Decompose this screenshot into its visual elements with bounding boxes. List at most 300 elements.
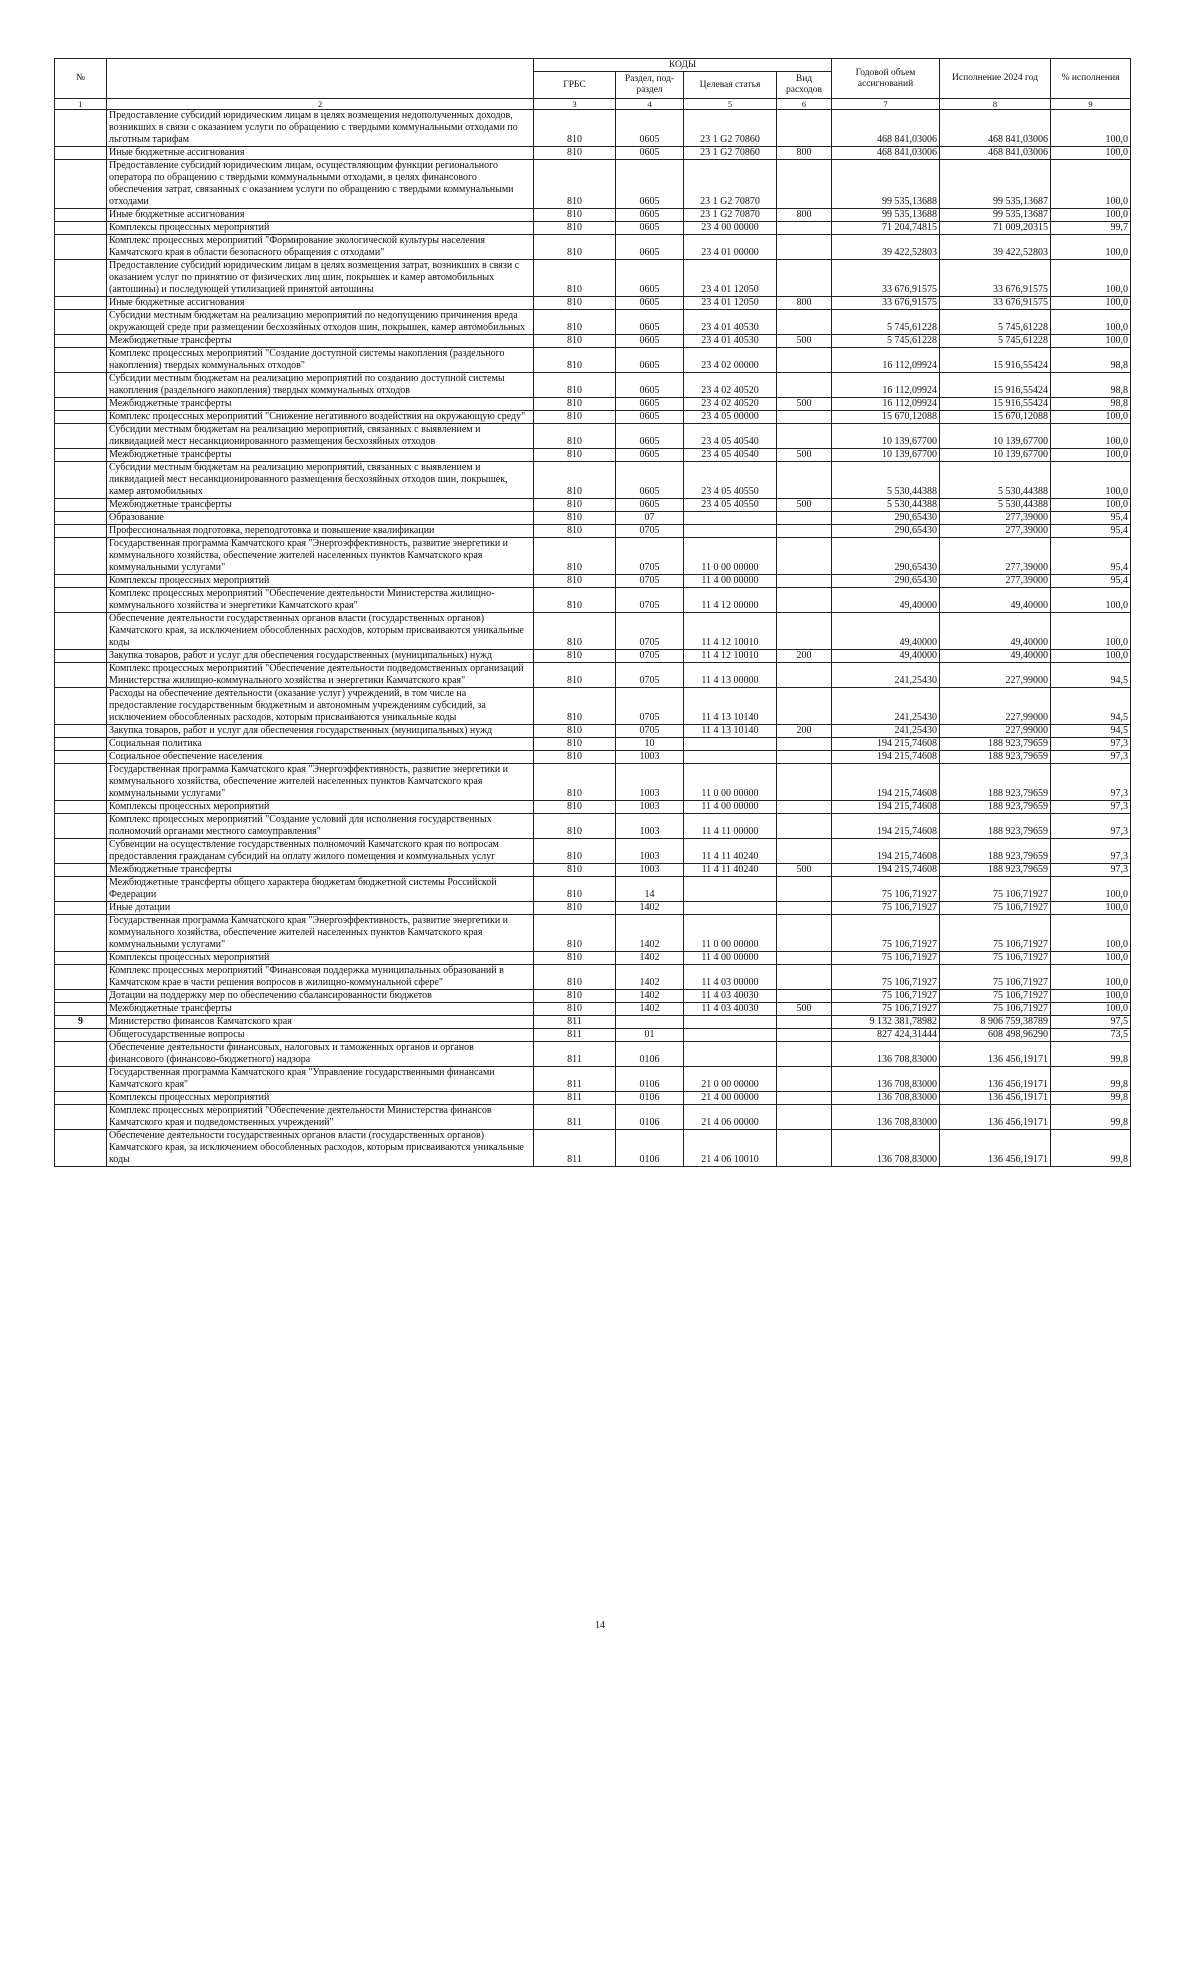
row-index xyxy=(55,424,107,449)
row-grbs: 811 xyxy=(534,1130,616,1167)
row-plan: 136 708,83000 xyxy=(832,1092,940,1105)
row-razdel: 0605 xyxy=(616,235,684,260)
row-exec: 75 106,71927 xyxy=(940,915,1051,952)
row-index xyxy=(55,663,107,688)
table-row xyxy=(55,335,1131,348)
row-razdel: 0106 xyxy=(616,1067,684,1092)
row-vid xyxy=(777,512,832,525)
table-row xyxy=(55,650,1131,663)
row-grbs: 810 xyxy=(534,512,616,525)
row-razdel: 1402 xyxy=(616,965,684,990)
row-vid: 500 xyxy=(777,499,832,512)
row-name: Закупка товаров, работ и услуг для обеспечения государственных (муниципальных) нужд xyxy=(107,650,534,663)
row-vid: 500 xyxy=(777,449,832,462)
table-row xyxy=(55,1130,1131,1167)
row-grbs: 810 xyxy=(534,110,616,147)
table-row xyxy=(55,525,1131,538)
header-plan: Годовой объем ассигнований xyxy=(832,59,940,99)
row-exec: 75 106,71927 xyxy=(940,990,1051,1003)
row-name: Субсидии местным бюджетам на реализацию мероприятий, связанных с выявлением и ликвидацией мест несанкционированного размещения бесхозяйных отходов xyxy=(107,424,534,449)
column-numbers-row xyxy=(55,99,1131,110)
row-grbs: 810 xyxy=(534,235,616,260)
table-row xyxy=(55,373,1131,398)
row-grbs: 810 xyxy=(534,902,616,915)
row-plan: 9 132 381,78982 xyxy=(832,1016,940,1029)
row-razdel: 0106 xyxy=(616,1130,684,1167)
row-exec: 468 841,03006 xyxy=(940,147,1051,160)
row-target: 11 0 00 00000 xyxy=(684,915,777,952)
row-pct: 100,0 xyxy=(1051,499,1131,512)
row-exec: 10 139,67700 xyxy=(940,424,1051,449)
row-pct: 100,0 xyxy=(1051,462,1131,499)
row-exec: 188 923,79659 xyxy=(940,764,1051,801)
table-row xyxy=(55,688,1131,725)
column-number-1: 1 xyxy=(55,99,107,110)
row-target: 11 4 03 00000 xyxy=(684,965,777,990)
row-exec: 99 535,13687 xyxy=(940,209,1051,222)
row-target: 11 0 00 00000 xyxy=(684,764,777,801)
row-vid xyxy=(777,613,832,650)
row-target: 23 4 01 00000 xyxy=(684,235,777,260)
row-pct: 97,3 xyxy=(1051,738,1131,751)
row-name: Межбюджетные трансферты xyxy=(107,1003,534,1016)
row-name: Предоставление субсидий юридическим лицам, осуществляющим функции регионального оператора по обращению с твердыми коммунальными отходами, в целях финансового обеспечения затрат, связанных с оказанием услуги по обращению с твердыми коммунальными отходами xyxy=(107,160,534,209)
table-header xyxy=(55,59,1131,110)
row-razdel: 1003 xyxy=(616,764,684,801)
row-index xyxy=(55,1105,107,1130)
table-row xyxy=(55,411,1131,424)
row-pct: 100,0 xyxy=(1051,965,1131,990)
row-index xyxy=(55,449,107,462)
row-grbs: 810 xyxy=(534,1003,616,1016)
table-body xyxy=(55,110,1131,1167)
row-index xyxy=(55,310,107,335)
row-name: Иные бюджетные ассигнования xyxy=(107,209,534,222)
row-exec: 136 456,19171 xyxy=(940,1067,1051,1092)
row-grbs: 810 xyxy=(534,990,616,1003)
row-vid xyxy=(777,222,832,235)
row-exec: 136 456,19171 xyxy=(940,1130,1051,1167)
row-plan: 39 422,52803 xyxy=(832,235,940,260)
row-exec: 5 530,44388 xyxy=(940,462,1051,499)
row-target xyxy=(684,751,777,764)
row-target: 11 4 00 00000 xyxy=(684,952,777,965)
row-target: 23 4 01 40530 xyxy=(684,310,777,335)
row-pct: 100,0 xyxy=(1051,147,1131,160)
row-grbs: 810 xyxy=(534,160,616,209)
row-razdel: 0605 xyxy=(616,499,684,512)
row-razdel: 0705 xyxy=(616,663,684,688)
row-razdel: 0106 xyxy=(616,1042,684,1067)
row-name: Социальное обеспечение населения xyxy=(107,751,534,764)
row-target: 23 1 G2 70860 xyxy=(684,110,777,147)
row-exec: 49,40000 xyxy=(940,650,1051,663)
row-razdel: 1402 xyxy=(616,915,684,952)
row-target: 11 4 12 10010 xyxy=(684,613,777,650)
table-row xyxy=(55,864,1131,877)
row-pct: 100,0 xyxy=(1051,449,1131,462)
table-row xyxy=(55,1042,1131,1067)
table-row xyxy=(55,751,1131,764)
row-exec: 227,99000 xyxy=(940,725,1051,738)
row-pct: 100,0 xyxy=(1051,650,1131,663)
row-pct: 99,8 xyxy=(1051,1067,1131,1092)
table-row xyxy=(55,915,1131,952)
row-grbs: 810 xyxy=(534,738,616,751)
row-name: Комплекс процессных мероприятий "Формирование экологической культуры населения Камчатского края в области безопасного обращения с отходами" xyxy=(107,235,534,260)
row-vid xyxy=(777,575,832,588)
row-index xyxy=(55,650,107,663)
row-index xyxy=(55,952,107,965)
table-row xyxy=(55,738,1131,751)
row-razdel: 0605 xyxy=(616,147,684,160)
row-grbs: 810 xyxy=(534,575,616,588)
row-vid xyxy=(777,588,832,613)
row-vid xyxy=(777,348,832,373)
row-name: Государственная программа Камчатского края "Управление государственными финансами Камчатского края" xyxy=(107,1067,534,1092)
row-grbs: 810 xyxy=(534,839,616,864)
table-row xyxy=(55,575,1131,588)
row-target xyxy=(684,512,777,525)
row-plan: 136 708,83000 xyxy=(832,1042,940,1067)
row-exec: 227,99000 xyxy=(940,663,1051,688)
row-exec: 75 106,71927 xyxy=(940,902,1051,915)
row-plan: 15 670,12088 xyxy=(832,411,940,424)
table-row xyxy=(55,725,1131,738)
row-name: Субсидии местным бюджетам на реализацию мероприятий по недопущению причинения вреда окружающей среде при размещении бесхозяйных отходов шин, покрышек, камер автомобильных xyxy=(107,310,534,335)
row-name: Межбюджетные трансферты xyxy=(107,864,534,877)
row-grbs: 810 xyxy=(534,335,616,348)
row-target: 11 4 00 00000 xyxy=(684,575,777,588)
row-plan: 5 530,44388 xyxy=(832,499,940,512)
row-grbs: 810 xyxy=(534,965,616,990)
row-grbs: 810 xyxy=(534,751,616,764)
row-index xyxy=(55,1092,107,1105)
row-index xyxy=(55,877,107,902)
row-vid: 200 xyxy=(777,725,832,738)
row-plan: 75 106,71927 xyxy=(832,965,940,990)
row-razdel: 0605 xyxy=(616,411,684,424)
table-row xyxy=(55,990,1131,1003)
row-razdel: 0605 xyxy=(616,373,684,398)
row-pct: 100,0 xyxy=(1051,235,1131,260)
row-grbs: 810 xyxy=(534,398,616,411)
row-vid: 800 xyxy=(777,147,832,160)
row-plan: 10 139,67700 xyxy=(832,449,940,462)
row-razdel: 07 xyxy=(616,512,684,525)
table-row xyxy=(55,1003,1131,1016)
row-grbs: 810 xyxy=(534,588,616,613)
row-name: Комплексы процессных мероприятий xyxy=(107,1092,534,1105)
row-exec: 188 923,79659 xyxy=(940,864,1051,877)
row-name: Иные бюджетные ассигнования xyxy=(107,147,534,160)
row-razdel: 0705 xyxy=(616,538,684,575)
row-grbs: 810 xyxy=(534,952,616,965)
row-razdel: 0605 xyxy=(616,222,684,235)
row-target: 11 4 03 40030 xyxy=(684,1003,777,1016)
row-grbs: 810 xyxy=(534,688,616,725)
row-exec: 188 923,79659 xyxy=(940,801,1051,814)
row-plan: 75 106,71927 xyxy=(832,915,940,952)
row-target xyxy=(684,877,777,902)
row-vid xyxy=(777,411,832,424)
row-target xyxy=(684,525,777,538)
row-index xyxy=(55,235,107,260)
row-index xyxy=(55,110,107,147)
column-number-4: 4 xyxy=(616,99,684,110)
row-razdel: 1003 xyxy=(616,839,684,864)
row-vid xyxy=(777,1029,832,1042)
row-pct: 100,0 xyxy=(1051,877,1131,902)
row-target: 23 4 01 12050 xyxy=(684,260,777,297)
row-vid: 800 xyxy=(777,209,832,222)
table-row xyxy=(55,588,1131,613)
row-vid xyxy=(777,424,832,449)
row-plan: 49,40000 xyxy=(832,588,940,613)
row-name: Межбюджетные трансферты xyxy=(107,449,534,462)
row-name: Комплекс процессных мероприятий "Обеспечение деятельности подведомственных организаций Министерства жилищно-коммунального хозяйства и энергетики Камчатского края" xyxy=(107,663,534,688)
column-number-2: 2 xyxy=(107,99,534,110)
row-razdel: 0705 xyxy=(616,613,684,650)
row-target: 23 4 01 12050 xyxy=(684,297,777,310)
row-target: 21 4 06 10010 xyxy=(684,1130,777,1167)
row-grbs: 810 xyxy=(534,725,616,738)
row-index xyxy=(55,814,107,839)
row-pct: 99,7 xyxy=(1051,222,1131,235)
row-razdel: 0705 xyxy=(616,688,684,725)
row-exec: 468 841,03006 xyxy=(940,110,1051,147)
row-grbs: 810 xyxy=(534,222,616,235)
row-razdel: 14 xyxy=(616,877,684,902)
row-vid xyxy=(777,160,832,209)
row-plan: 136 708,83000 xyxy=(832,1130,940,1167)
row-plan: 290,65430 xyxy=(832,538,940,575)
row-index xyxy=(55,902,107,915)
table-row xyxy=(55,462,1131,499)
row-razdel: 0705 xyxy=(616,575,684,588)
row-index xyxy=(55,801,107,814)
row-grbs: 811 xyxy=(534,1016,616,1029)
row-plan: 194 215,74608 xyxy=(832,764,940,801)
row-razdel: 0605 xyxy=(616,310,684,335)
table-row xyxy=(55,297,1131,310)
row-vid xyxy=(777,902,832,915)
row-plan: 827 424,31444 xyxy=(832,1029,940,1042)
row-exec: 5 745,61228 xyxy=(940,310,1051,335)
row-name: Предоставление субсидий юридическим лицам в целях возмещения затрат, возникших в связи с оказанием услуг по принятию от физических лиц шин, покрышек и камер автомобильных (автошины) и последующей утилизацией принятой автошины xyxy=(107,260,534,297)
row-target: 21 0 00 00000 xyxy=(684,1067,777,1092)
row-exec: 188 923,79659 xyxy=(940,738,1051,751)
row-target: 23 1 G2 70860 xyxy=(684,147,777,160)
row-razdel: 0605 xyxy=(616,462,684,499)
table-row xyxy=(55,449,1131,462)
row-target: 11 4 12 10010 xyxy=(684,650,777,663)
table-row xyxy=(55,952,1131,965)
table-row xyxy=(55,663,1131,688)
row-exec: 5 745,61228 xyxy=(940,335,1051,348)
row-target xyxy=(684,1029,777,1042)
table-row xyxy=(55,222,1131,235)
row-exec: 15 916,55424 xyxy=(940,373,1051,398)
row-target: 23 4 05 00000 xyxy=(684,411,777,424)
row-index: 9 xyxy=(55,1016,107,1029)
table-row xyxy=(55,499,1131,512)
row-name: Профессиональная подготовка, переподготовка и повышение квалификации xyxy=(107,525,534,538)
row-razdel: 0605 xyxy=(616,110,684,147)
row-plan: 468 841,03006 xyxy=(832,110,940,147)
row-grbs: 810 xyxy=(534,877,616,902)
row-grbs: 810 xyxy=(534,348,616,373)
row-pct: 97,3 xyxy=(1051,814,1131,839)
row-index xyxy=(55,1067,107,1092)
row-razdel: 0605 xyxy=(616,160,684,209)
column-number-8: 8 xyxy=(940,99,1051,110)
row-pct: 100,0 xyxy=(1051,424,1131,449)
column-number-3: 3 xyxy=(534,99,616,110)
table-row xyxy=(55,877,1131,902)
header-no: № xyxy=(55,59,107,99)
table-row xyxy=(55,209,1131,222)
row-razdel: 1003 xyxy=(616,864,684,877)
row-grbs: 810 xyxy=(534,373,616,398)
row-exec: 8 906 759,38789 xyxy=(940,1016,1051,1029)
row-name: Комплекс процессных мероприятий "Обеспечение деятельности Министерства жилищно-коммунального хозяйства и энергетики Камчатского края" xyxy=(107,588,534,613)
row-exec: 71 009,20315 xyxy=(940,222,1051,235)
header-codes: КОДЫ xyxy=(534,59,832,72)
row-target: 23 1 G2 70870 xyxy=(684,160,777,209)
row-index xyxy=(55,588,107,613)
row-exec: 277,39000 xyxy=(940,512,1051,525)
row-exec: 277,39000 xyxy=(940,538,1051,575)
row-razdel: 1003 xyxy=(616,814,684,839)
row-razdel: 0605 xyxy=(616,260,684,297)
row-name: Комплексы процессных мероприятий xyxy=(107,801,534,814)
budget-table-sheet xyxy=(54,58,1130,1167)
row-pct: 100,0 xyxy=(1051,160,1131,209)
row-target: 23 4 01 40530 xyxy=(684,335,777,348)
row-name: Межбюджетные трансферты xyxy=(107,499,534,512)
row-razdel: 10 xyxy=(616,738,684,751)
row-target: 23 4 05 40550 xyxy=(684,499,777,512)
row-index xyxy=(55,1130,107,1167)
row-plan: 75 106,71927 xyxy=(832,990,940,1003)
row-name: Субсидии местным бюджетам на реализацию мероприятий, связанных с выявлением и ликвидацией мест несанкционированного размещения бесхозяйных отходов шин, покрышек, камер автомобильных xyxy=(107,462,534,499)
row-grbs: 810 xyxy=(534,538,616,575)
row-name: Иные дотации xyxy=(107,902,534,915)
row-index xyxy=(55,538,107,575)
row-pct: 94,5 xyxy=(1051,725,1131,738)
row-index xyxy=(55,1003,107,1016)
row-index xyxy=(55,411,107,424)
row-grbs: 810 xyxy=(534,915,616,952)
row-grbs: 810 xyxy=(534,297,616,310)
row-pct: 100,0 xyxy=(1051,902,1131,915)
row-plan: 16 112,09924 xyxy=(832,348,940,373)
row-plan: 5 745,61228 xyxy=(832,335,940,348)
row-index xyxy=(55,575,107,588)
row-name: Государственная программа Камчатского края "Энергоэффективность, развитие энергетики и коммунального хозяйства, обеспечение жителей населенных пунктов Камчатского края коммунальными услугами" xyxy=(107,538,534,575)
row-target: 23 4 02 00000 xyxy=(684,348,777,373)
row-index xyxy=(55,348,107,373)
row-razdel: 1402 xyxy=(616,902,684,915)
row-pct: 98,8 xyxy=(1051,348,1131,373)
row-razdel: 0106 xyxy=(616,1092,684,1105)
row-vid xyxy=(777,1067,832,1092)
row-vid: 500 xyxy=(777,398,832,411)
row-plan: 194 215,74608 xyxy=(832,738,940,751)
row-pct: 97,3 xyxy=(1051,751,1131,764)
row-index xyxy=(55,764,107,801)
row-exec: 188 923,79659 xyxy=(940,751,1051,764)
row-vid xyxy=(777,801,832,814)
table-row xyxy=(55,839,1131,864)
header-name xyxy=(107,59,534,99)
row-exec: 188 923,79659 xyxy=(940,814,1051,839)
row-target: 11 4 11 00000 xyxy=(684,814,777,839)
row-pct: 94,5 xyxy=(1051,688,1131,725)
row-razdel: 0705 xyxy=(616,725,684,738)
row-target xyxy=(684,902,777,915)
row-name: Комплекс процессных мероприятий "Снижение негативного воздействия на окружающую среду" xyxy=(107,411,534,424)
row-razdel: 0605 xyxy=(616,424,684,449)
row-index xyxy=(55,209,107,222)
row-vid xyxy=(777,1092,832,1105)
row-grbs: 810 xyxy=(534,650,616,663)
row-grbs: 810 xyxy=(534,310,616,335)
row-grbs: 810 xyxy=(534,764,616,801)
row-index xyxy=(55,160,107,209)
row-razdel: 01 xyxy=(616,1029,684,1042)
row-razdel: 0705 xyxy=(616,525,684,538)
row-pct: 99,8 xyxy=(1051,1042,1131,1067)
row-name: Обеспечение деятельности финансовых, налоговых и таможенных органов и органов финансового (финансово-бюджетного) надзора xyxy=(107,1042,534,1067)
row-name: Закупка товаров, работ и услуг для обеспечения государственных (муниципальных) нужд xyxy=(107,725,534,738)
row-target: 11 4 12 00000 xyxy=(684,588,777,613)
row-target: 23 4 00 00000 xyxy=(684,222,777,235)
row-razdel: 1402 xyxy=(616,990,684,1003)
row-vid xyxy=(777,738,832,751)
row-pct: 100,0 xyxy=(1051,915,1131,952)
row-plan: 49,40000 xyxy=(832,613,940,650)
row-pct: 100,0 xyxy=(1051,990,1131,1003)
row-exec: 136 456,19171 xyxy=(940,1105,1051,1130)
column-number-6: 6 xyxy=(777,99,832,110)
row-target: 11 4 13 10140 xyxy=(684,688,777,725)
row-exec: 39 422,52803 xyxy=(940,235,1051,260)
row-razdel: 1402 xyxy=(616,952,684,965)
row-name: Дотации на поддержку мер по обеспечению сбалансированности бюджетов xyxy=(107,990,534,1003)
row-vid: 500 xyxy=(777,864,832,877)
row-vid xyxy=(777,877,832,902)
row-grbs: 810 xyxy=(534,864,616,877)
row-exec: 75 106,71927 xyxy=(940,1003,1051,1016)
row-plan: 194 215,74608 xyxy=(832,839,940,864)
row-index xyxy=(55,297,107,310)
table-row xyxy=(55,1067,1131,1092)
row-vid xyxy=(777,260,832,297)
row-name: Обеспечение деятельности государственных органов власти (государственных органов) Камчатского края, за исключением обособленных расходов, которым присваиваются уникальные коды xyxy=(107,613,534,650)
row-target: 23 1 G2 70870 xyxy=(684,209,777,222)
row-exec: 49,40000 xyxy=(940,613,1051,650)
row-pct: 100,0 xyxy=(1051,952,1131,965)
header-grbs: ГРБС xyxy=(534,72,616,99)
row-razdel: 0605 xyxy=(616,398,684,411)
row-index xyxy=(55,512,107,525)
row-plan: 194 215,74608 xyxy=(832,751,940,764)
row-name: Государственная программа Камчатского края "Энергоэффективность, развитие энергетики и коммунального хозяйства, обеспечение жителей населенных пунктов Камчатского края коммунальными услугами" xyxy=(107,764,534,801)
row-plan: 75 106,71927 xyxy=(832,952,940,965)
row-index xyxy=(55,222,107,235)
